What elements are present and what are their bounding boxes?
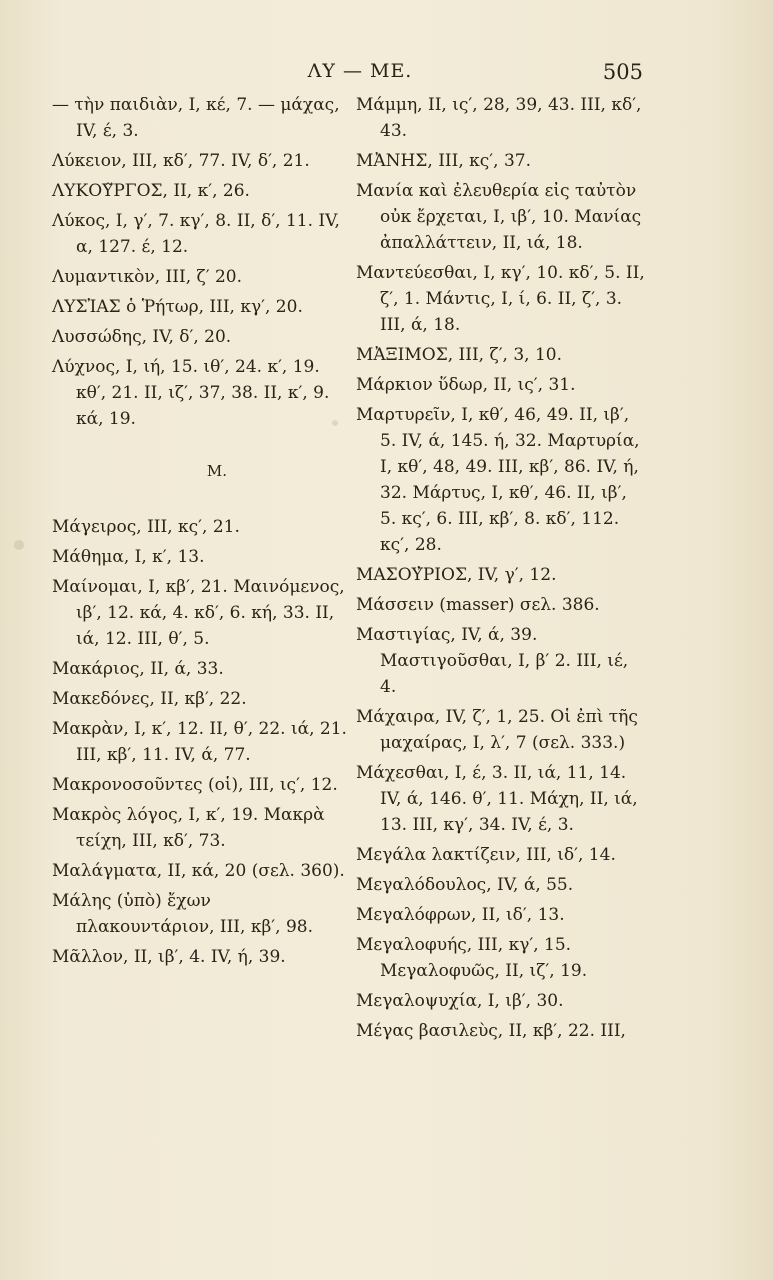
index-entry: Μακρὸς λόγος, Ι, κ′, 19. Μακρὰ τείχη, ΙΙΙ, κδ′, 73.	[52, 805, 325, 851]
index-entry: Λύκειον, ΙΙΙ, κδ′, 77. IV, δ′, 21.	[52, 151, 310, 171]
index-entry: Μαίνομαι, Ι, κβ′, 21. Μαινόμενος, ιβ′, 12. κά, 4. κδ′, 6. κή, 33. ΙΙ, ιά, 12. ΙΙΙ, θ′, 5.	[52, 577, 345, 649]
index-entry: Λυμαντικὸν, ΙΙΙ, ζ′ 20.	[52, 267, 243, 287]
index-entry: Μαντεύεσθαι, Ι, κγ′, 10. κδ′, 5. ΙΙ, ζ′, 1. Μάντις, Ι, ί, 6. ΙΙ, ζ′, 3. ΙΙΙ, ά, 18.	[356, 263, 645, 335]
index-entry: Μάλης (ὑπὸ) ἔχων πλακουντάριον, ΙΙΙ, κβ′, 98.	[52, 891, 313, 937]
index-entry: Μακεδόνες, ΙΙ, κβ′, 22.	[52, 689, 247, 709]
index-entry: ΜΑΣΟΥ̓ΡΙΟΣ, IV, γ′, 12.	[356, 565, 557, 585]
index-entry: Μάγειρος, ΙΙΙ, κς′, 21.	[52, 517, 240, 537]
index-entry: ΛΥΣἸΑΣ ὁ Ῥήτωρ, ΙΙΙ, κγ′, 20.	[52, 297, 303, 317]
index-entry: Μεγαλόδουλος, IV, ά, 55.	[356, 875, 574, 895]
page-number: 505	[602, 60, 643, 84]
index-entry: Μεγαλοφυής, ΙΙΙ, κγ′, 15. Μεγαλοφυῶς, ΙΙ, ιζ′, 19.	[356, 935, 588, 981]
index-entry: Μαστιγίας, IV, ά, 39. Μαστιγοῦσθαι, Ι, β′ 2. ΙΙΙ, ιέ, 4.	[356, 625, 629, 697]
index-entry: Μεγάλα λακτίζειν, ΙΙΙ, ιδ′, 14.	[356, 845, 616, 865]
left-column	[52, 92, 352, 974]
index-entry: Μάμμη, ΙΙ, ις′, 28, 39, 43. ΙΙΙ, κδ′, 43.	[356, 95, 642, 141]
index-entry: Μάθημα, Ι, κ′, 13.	[52, 547, 205, 567]
running-head: ΛΥ — ΜΕ.	[307, 60, 413, 82]
index-entry: Μανία καὶ ἐλευθερία εἰς ταὐτὸν οὐκ ἔρχεται, Ι, ιβ′, 10. Μανίας ἀπαλλάττειν, ΙΙ, ιά, 18.	[356, 181, 642, 253]
index-entry: ΜἈΝΗΣ, ΙΙΙ, κς′, 37.	[356, 151, 532, 171]
index-entry: Μαλάγματα, ΙΙ, κά, 20 (σελ. 360).	[52, 861, 345, 881]
index-entry: Λύκος, Ι, γ′, 7. κγ′, 8. ΙΙ, δ′, 11. IV, α, 127. έ, 12.	[52, 211, 340, 257]
index-entry: — τὴν παιδιὰν, Ι, κέ, 7. — μάχας, IV, έ, 3.	[52, 95, 340, 141]
index-entry: ΜἈΞΙΜΟΣ, ΙΙΙ, ζ′, 3, 10.	[356, 345, 563, 365]
section-letter: Μ.	[206, 462, 228, 480]
index-entry: Μάσσειν (masser) σελ. 386.	[356, 595, 600, 615]
index-entry: Λυσσώδης, IV, δ′, 20.	[52, 327, 232, 347]
index-entry: Μᾶλλον, ΙΙ, ιβ′, 4. IV, ή, 39.	[52, 947, 286, 967]
page-stain	[14, 540, 24, 550]
index-entry: Μακρὰν, Ι, κ′, 12. ΙΙ, θ′, 22. ιά, 21. ΙΙΙ, κβ′, 11. IV, ά, 77.	[52, 719, 347, 765]
index-entry: Μαρτυρεῖν, Ι, κθ′, 46, 49. ΙΙ, ιβ′, 5. IV, ά, 145. ή, 32. Μαρτυρία, Ι, κθ′, 48, 49. ΙΙΙ, κβ′, 86. IV, ή, 32. Μάρτυς, Ι, κθ′, 46. ΙΙ, ιβ′, 5. κς′, 6. ΙΙΙ, κβ′, 8. κδ′, 112. κς′, 28.	[356, 405, 640, 555]
index-entry: Μεγαλόφρων, ΙΙ, ιδ′, 13.	[356, 905, 565, 925]
index-entry: Μακρονοσοῦντες (οἱ), ΙΙΙ, ις′, 12.	[52, 775, 338, 795]
index-entry: Μάχεσθαι, Ι, έ, 3. ΙΙ, ιά, 11, 14. IV, ά, 146. θ′, 11. Μάχη, ΙΙ, ιά, 13. ΙΙΙ, κγ′, 34. IV, έ, 3.	[356, 763, 638, 835]
index-entry: Λύχνος, Ι, ιή, 15. ιθ′, 24. κ′, 19. κθ′, 21. ΙΙ, ιζ′, 37, 38. ΙΙ, κ′, 9. κά, 19.	[52, 357, 330, 429]
index-entry: ΛΥΚΟΥ̃ΡΓΟΣ, ΙΙ, κ′, 26.	[52, 181, 250, 201]
index-entry: Μακάριος, ΙΙ, ά, 33.	[52, 659, 224, 679]
index-entry: Μέγας βασιλεὺς, ΙΙ, κβ′, 22. ΙΙΙ,	[356, 1021, 626, 1041]
index-entry: Μεγαλοψυχία, Ι, ιβ′, 30.	[356, 991, 564, 1011]
page-header	[0, 60, 773, 90]
right-column	[356, 92, 646, 1048]
index-entry: Μάρκιον ὕδωρ, ΙΙ, ις′, 31.	[356, 375, 576, 395]
index-entry: Μάχαιρα, IV, ζ′, 1, 25. Οἱ ἐπὶ τῆς μαχαίρας, Ι, λ′, 7 (σελ. 333.)	[356, 707, 638, 753]
